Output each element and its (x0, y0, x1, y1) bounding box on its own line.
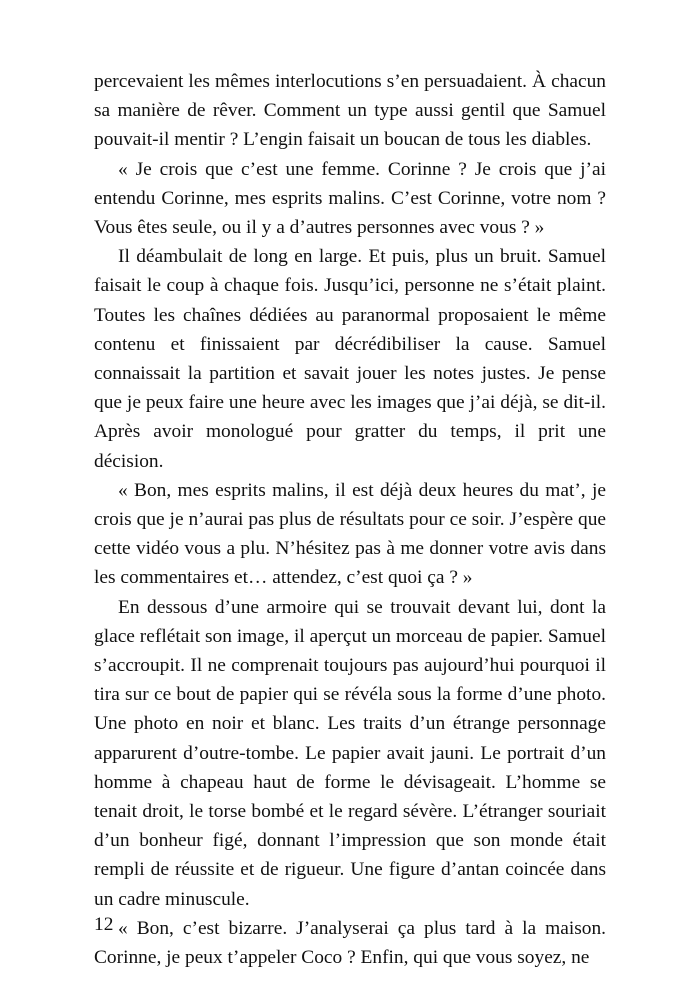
body-text (94, 67, 606, 972)
paragraph-2: « Je crois que c’est une femme. Corinne ? Je crois que j’ai entendu Corinne, mes esprits malins. C’est Corinne, votre nom ? Vous êtes seule, ou il y a d’autres personnes avec vous ? » (94, 158, 606, 239)
paragraph-4: « Bon, mes esprits malins, il est déjà deux heures du mat’, je crois que je n’aurai pas plus de résultats pour ce soir. J’espère que cette vidéo vous a plu. N’hésitez pas à me donner votre avis dans les commentaires et… attendez, c’est quoi ça ? » (94, 479, 606, 589)
page-number: 12 (94, 914, 114, 935)
paragraph-5: En dessous d’une armoire qui se trouvait devant lui, dont la glace reflétait son image, il aperçut un morceau de papier. Samuel s’accroupit. Il ne comprenait toujours pas aujourd’hui pourquoi il tira sur ce bout de papier qui se révéla sous la forme d’une photo. Une photo en noir et blanc. Les traits d’un étrange personnage apparurent d’outre-tombe. Le papier avait jauni. Le portrait d’un homme à chapeau haut de forme le dévisageait. L’homme se tenait droit, le torse bombé et le regard sévère. L’étranger souriait d’un bonheur figé, donnant l’impression que son monde était rempli de réussite et de rigueur. Une figure d’antan coincée dans un cadre minuscule. (94, 596, 606, 910)
paragraph-1: percevaient les mêmes interlocutions s’en persuadaient. À chacun sa manière de rêver. Comment un type aussi gentil que Samuel pouvait-il mentir ? L’engin faisait un boucan de tous les diables. (94, 71, 606, 151)
paragraph-6: « Bon, c’est bizarre. J’analyserai ça plus tard à la maison. Corinne, je peux t’appeler Coco ? Enfin, qui que vous soyez, ne (94, 917, 606, 969)
paragraph-3: Il déambulait de long en large. Et puis, plus un bruit. Samuel faisait le coup à chaque fois. Jusqu’ici, personne ne s’était plaint. Toutes les chaînes dédiées au paranormal proposaient le même contenu et finissaient par décrédibiliser la cause. Samuel connaissait la partition et savait jouer les notes justes. Je pense que je peux faire une heure avec les images que j’ai déjà, se dit-il. Après avoir monologué pour gratter du temps, il prit une décision. (94, 246, 606, 472)
